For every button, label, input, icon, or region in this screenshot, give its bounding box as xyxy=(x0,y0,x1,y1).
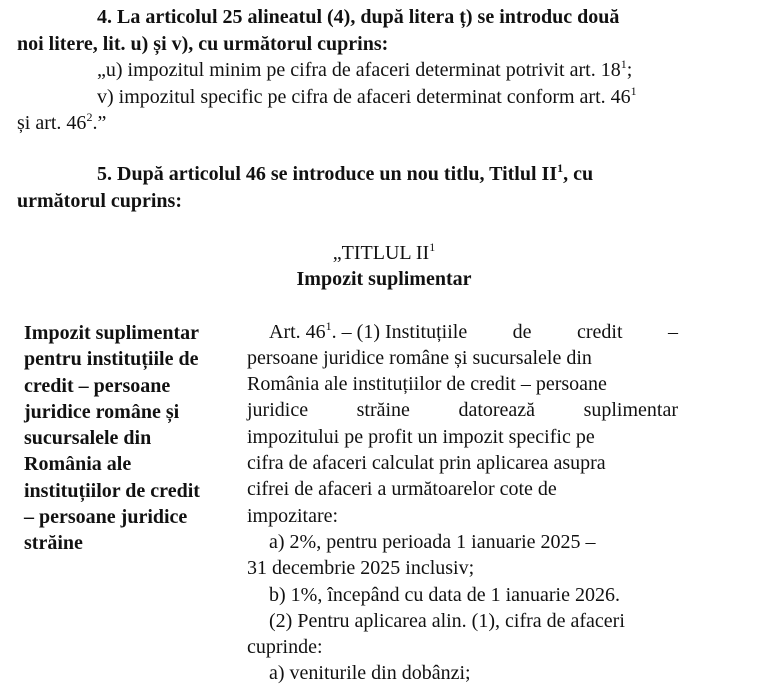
point4-item-u: „u) impozitul minim pe cifra de afaceri determinat potrivit art. $18^1$; xyxy=(97,57,633,81)
point5-heading-line1: 5. După articolul 46 se introduce un nou titlu, Titlul $II^1$, cu xyxy=(97,161,594,185)
marginal-line: juridice române și xyxy=(24,400,180,423)
article-item-a: a) 2%, pentru perioada 1 ianuarie 2025 – xyxy=(269,531,596,553)
marginal-line: instituțiilor de credit xyxy=(24,479,200,502)
marginal-line: sucursalele din xyxy=(24,427,152,450)
article-para-2-item-a: a) veniturile din dobânzi; xyxy=(269,662,471,684)
article-line-7: cifrei de afaceri a următoarelor cote de xyxy=(247,478,557,500)
article-line-2: persoane juridice române și sucursalele din xyxy=(247,347,592,369)
point4-item-v: v) impozitul specific pe cifra de afaceri determinat conform art. $46^1$ xyxy=(97,84,637,108)
article-line-8: impozitare: xyxy=(247,505,339,527)
article-item-b: b) 1%, începând cu data de 1 ianuarie 2026. xyxy=(269,584,620,606)
title-label: „TITLUL $II^1$ xyxy=(332,240,436,264)
point4-heading-line1: 4. La articolul 25 alineatul (4), după litera ț) se introduc două xyxy=(97,6,620,28)
marginal-line: străine xyxy=(24,532,83,555)
point5-heading-line2: următorul cuprins: xyxy=(17,190,182,212)
article-line-3: România ale instituțiilor de credit – persoane xyxy=(247,373,607,395)
article-line-1: Art. $46^1$. – (1) Instituțiile de credit – xyxy=(269,319,678,343)
article-line-5: impozitului pe profit un impozit specific pe xyxy=(247,426,595,448)
article-marginal-title xyxy=(24,320,244,557)
marginal-line: pentru instituțiile de xyxy=(24,348,199,371)
title-subtitle: Impozit suplimentar xyxy=(296,268,472,290)
article-line-6: cifra de afaceri calculat prin aplicarea asupra xyxy=(247,452,606,474)
article-para-2-cont: cuprinde: xyxy=(247,636,323,658)
article-para-2: (2) Pentru aplicarea alin. (1), cifra de afaceri xyxy=(269,610,625,632)
point4-item-v-cont: și art. $46^2$.” xyxy=(17,110,107,134)
marginal-line: – persoane juridice xyxy=(24,506,188,529)
marginal-line: Impozit suplimentar xyxy=(24,322,199,344)
article-heading: Art. $46^1$. – (1) Instituțiile xyxy=(269,319,468,343)
point4-heading-line2: noi litere, lit. u) și v), cu următorul cuprins: xyxy=(17,33,389,55)
article-line-4: juridice străine datorează suplimentar xyxy=(247,399,678,421)
marginal-line: România ale xyxy=(24,453,132,476)
marginal-line: credit – persoane xyxy=(24,374,171,397)
article-item-a-cont: 31 decembrie 2025 inclusiv; xyxy=(247,557,475,579)
